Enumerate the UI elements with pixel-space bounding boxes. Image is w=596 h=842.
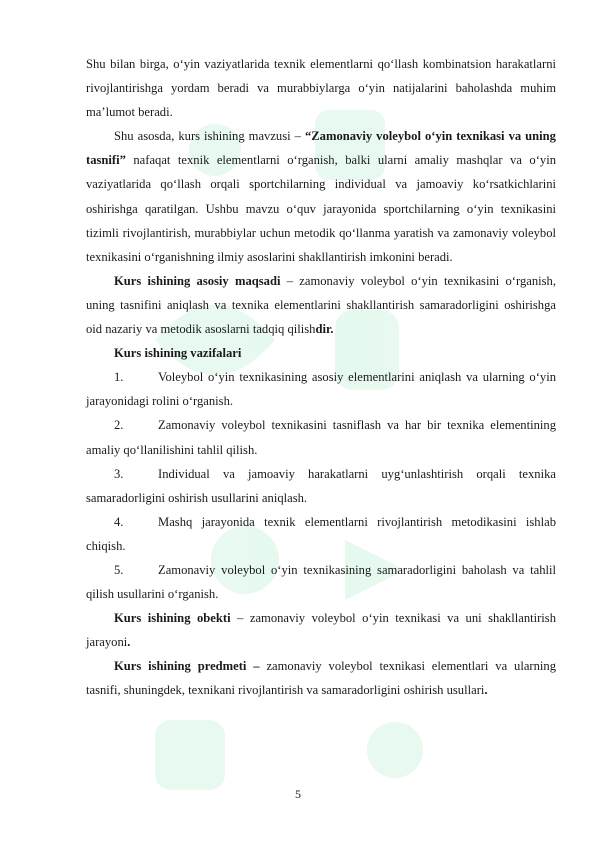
goal-label: Kurs ishining asosiy maqsadi: [114, 273, 281, 288]
task-item: [86, 558, 556, 606]
task-text: Mashq jarayonida texnik elementlarni rivojlantirish metodikasini ishlab chiqish.: [86, 514, 556, 553]
paragraph-object: [86, 606, 556, 654]
task-item: [86, 462, 556, 510]
goal-text: – zamonaviy voleybol o‘yin texnikasini o‘rganish, uning tasnifini aniqlash va texnika elementlarini shakllantirish samaradorligini oshirishga oid nazariy va metodik asoslarni tadqiq qilish: [86, 273, 556, 337]
task-number: 3.: [114, 466, 124, 481]
goal-text-end: dir.: [315, 322, 334, 337]
task-number: 1.: [114, 370, 124, 385]
task-number: 2.: [114, 418, 124, 433]
task-text: Zamonaviy voleybol o‘yin texnikasining samaradorligini baholash va tahlil qilish usullarini o‘rganish.: [86, 562, 556, 602]
object-label: Kurs ishining obekti: [114, 611, 231, 626]
topic-text: nafaqat texnik elementlarni o‘rganish, balki ularni amaliy mashqlar va o‘yin vaziyatlarida qo‘llash orqali sportchilarning individual va jamoaviy ko‘rsatkichlarini oshirishga qaratilgan. Ushbu mavzu o‘quv jarayonida sportchilarning o‘yin texnikasini tizimli rivojlantirish, murabbiylar uchun metodik qo‘llanma yaratish va zamonaviy voleybol texnikasini o‘rganishning ilmiy asoslarini shakllantirish imkonini beradi.: [86, 153, 556, 264]
body-text: [86, 52, 556, 703]
topic-title: “Zamonaviy voleybol o‘yin texnikasi va uning tasnifi”: [86, 129, 556, 168]
task-text: Zamonaviy voleybol texnikasini tasniflash va har bir texnika elementining amaliy qo‘llanilishini tahlil qilish.: [86, 418, 556, 457]
paragraph-subject: [86, 654, 556, 702]
task-number: 4.: [114, 514, 124, 529]
task-item: [86, 365, 556, 413]
subject-label: Kurs ishining predmeti –: [114, 659, 260, 674]
subject-text: zamonaviy voleybol texnikasi elementlari va ularning tasnifi, shuningdek, texnikani rivojlantirish va samaradorligini oshirish usullari: [86, 659, 556, 698]
paragraph-topic: [86, 124, 556, 269]
paragraph-goal: [86, 269, 556, 341]
task-item: [86, 413, 556, 461]
task-number: 5.: [114, 562, 124, 577]
task-item: [86, 510, 556, 558]
page-number: 5: [295, 787, 301, 801]
object-text: – zamonaviy voleybol o‘yin texnikasi va uni shakllantirish jarayoni: [86, 611, 556, 650]
tasks-heading: Kurs ishining vazifalari: [114, 346, 242, 361]
task-text: Individual va jamoaviy harakatlarni uyg‘unlashtirish orqali texnika samaradorligini oshirish usullarini aniqlash.: [86, 466, 556, 505]
subject-end: .: [484, 683, 488, 698]
topic-lead: Shu asosda, kurs ishining mavzusi –: [114, 129, 305, 144]
paragraph-intro: Shu bilan birga, o‘yin vaziyatlarida texnik elementlarni qo‘llash kombinatsion harakatlarni rivojlantirishga yordam beradi va murabbiylarga o‘yin natijalarini baholashda muhim ma’lumot beradi.: [86, 57, 556, 120]
task-text: Voleybol o‘yin texnikasining asosiy elementlarini aniqlash va ularning o‘yin jarayonidagi rolini o‘rganish.: [86, 370, 556, 409]
object-end: .: [127, 635, 131, 650]
